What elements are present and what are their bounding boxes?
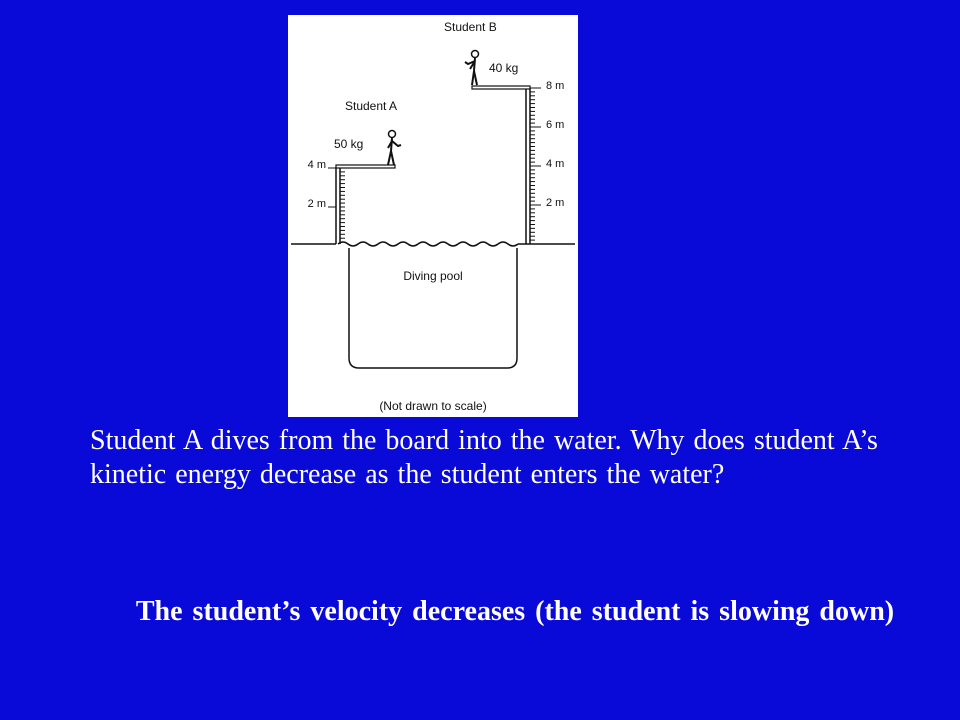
student-a-mass: 50 kg (334, 137, 364, 151)
left-tick-4m: 4 m (307, 159, 326, 171)
diving-diagram (288, 15, 578, 417)
water-surface (338, 242, 518, 246)
pool-outline (349, 248, 517, 368)
diagram-svg (288, 15, 578, 417)
student-b-figure (465, 51, 479, 86)
student-b-label: Student B (444, 20, 497, 34)
right-tick-6m: 6 m (546, 119, 565, 131)
board-b (472, 86, 530, 89)
student-a-figure (388, 131, 401, 166)
student-a-label: Student A (345, 99, 398, 113)
left-tick-2m: 2 m (307, 198, 326, 210)
tower-b-ticks (530, 88, 541, 240)
right-tick-8m: 8 m (546, 80, 565, 92)
right-tick-4m: 4 m (546, 158, 565, 170)
question-text: Student A dives from the board into the water. Why does student A’s kinetic energy decrease as the student enters the water? (90, 425, 878, 490)
figure-caption: (Not drawn to scale) (379, 399, 487, 413)
student-b-mass: 40 kg (489, 61, 519, 75)
pool-label: Diving pool (403, 269, 463, 283)
answer-text: The student’s velocity decreases (the student is slowing down) (135, 596, 895, 627)
right-tick-2m: 2 m (546, 197, 565, 209)
